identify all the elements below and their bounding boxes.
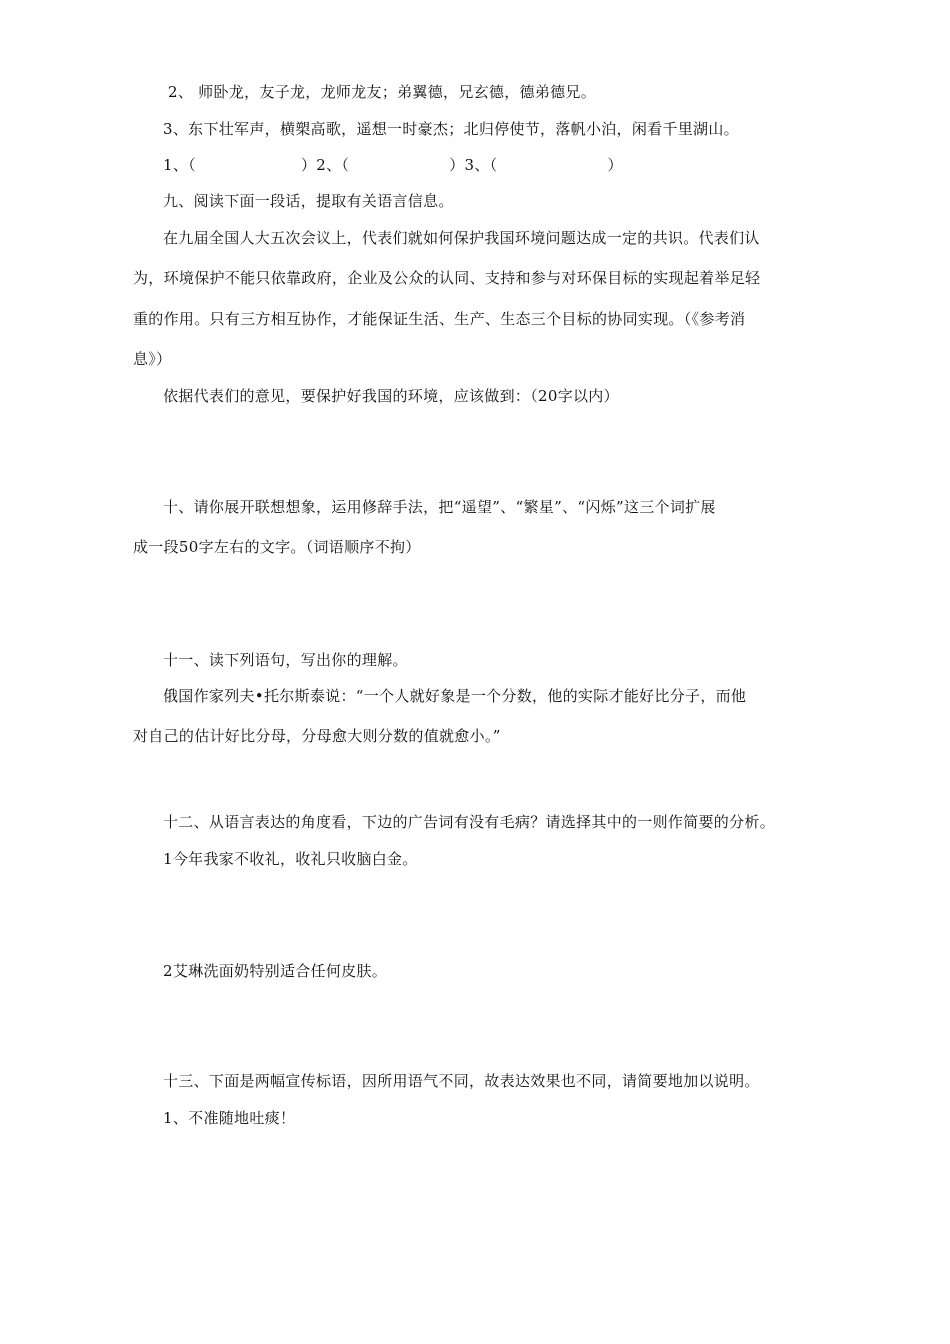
q13-heading: 十三、下面是两幅宣传标语，因所用语气不同，故表达效果也不同，请简要地加以说明。 (163, 1072, 760, 1090)
q11-quote-line-1: 俄国作家列夫•托尔斯泰说：“一个人就好象是一个分数，他的实际才能好比分子，而他 (163, 687, 747, 705)
answer-2-close: ）3、（ (449, 156, 498, 174)
q11-heading: 十一、读下列语句，写出你的理解。 (163, 651, 408, 669)
q13-slogan-1: 1、不准随地吐痰！ (163, 1109, 296, 1127)
q10-line-2: 成一段50字左右的文字。（词语顺序不拘） (133, 538, 421, 556)
answer-1-close: ）2、（ (300, 156, 350, 174)
q8-answer-row (163, 155, 623, 175)
q11-quote-line-2: 对自己的估计好比分母，分母愈大则分数的值就愈小。” (133, 727, 501, 745)
q9-paragraph-line-4: 息》） (133, 350, 172, 368)
q9-paragraph-line-3: 重的作用。只有三方相互协作，才能保证生活、生产、生态三个目标的协同实现。（《参考消 (133, 310, 746, 328)
q9-task: 依据代表们的意见，要保护好我国的环境，应该做到：（20字以内） (163, 387, 619, 405)
q8-item-3: 3、东下壮军声，横槊高歌，遥想一时豪杰；北归停使节，落帆小泊，闲看千里湖山。 (163, 120, 739, 138)
answer-3-close: ） (607, 156, 623, 174)
q12-ad-1: 1今年我家不收礼，收礼只收脑白金。 (163, 850, 418, 868)
q9-paragraph-line-1: 在九届全国人大五次会议上，代表们就如何保护我国环境问题达成一定的共识。代表们认 (163, 229, 760, 247)
q12-heading: 十二、从语言表达的角度看，下边的广告词有没有毛病？请选择其中的一则作简要的分析。 (163, 813, 776, 831)
answer-1-open: 1、（ (163, 156, 196, 174)
q8-item-2: 2、 师卧龙，友子龙，龙师龙友；弟翼德，兄玄德，德弟德兄。 (168, 83, 597, 101)
q9-heading: 九、阅读下面一段话，提取有关语言信息。 (163, 192, 454, 210)
q12-ad-2: 2艾琳洗面奶特别适合任何皮肤。 (163, 962, 388, 980)
q10-line-1: 十、请你展开联想想象，运用修辞手法，把“遥望”、“繁星”、“闪烁”这三个词扩展 (163, 498, 716, 516)
q9-paragraph-line-2: 为，环境保护不能只依靠政府，企业及公众的认同、支持和参与对环保目标的实现起着举足轻 (133, 269, 761, 287)
